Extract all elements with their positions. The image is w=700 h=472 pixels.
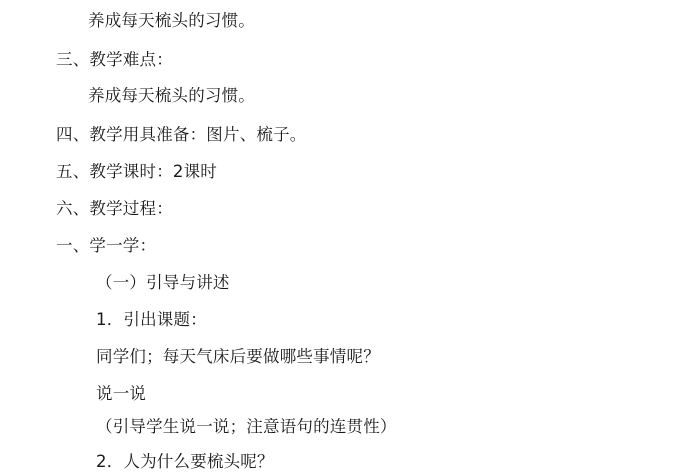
document-line <box>0 49 700 70</box>
document-line-text: 说一说 <box>96 384 147 403</box>
document-line <box>0 124 700 145</box>
document-line <box>0 451 700 472</box>
document-line <box>0 198 700 219</box>
document-line-text: （一）引导与讲述 <box>96 273 230 292</box>
document-line-text: （引导学生说一说；注意语句的连贯性） <box>96 417 397 436</box>
document-line-text: 养成每天梳头的习惯。 <box>88 86 255 105</box>
document-line <box>0 10 700 31</box>
document-line <box>0 346 700 367</box>
document-line-text: 五、教学课时：2课时 <box>56 162 217 181</box>
document-line-text: 2．人为什么要梳头呢？ <box>96 452 274 471</box>
document-line-text: 四、教学用具准备：图片、梳子。 <box>56 125 307 144</box>
document-line-text: 一、学一学： <box>56 236 157 255</box>
document-line-text: 六、教学过程： <box>56 199 173 218</box>
document-line <box>0 416 700 437</box>
document-line-text: 养成每天梳头的习惯。 <box>88 11 255 30</box>
document-line-text: 同学们；每天气床后要做哪些事情呢？ <box>96 347 380 366</box>
document-line <box>0 309 700 330</box>
document-line-text: 三、教学难点： <box>56 50 173 69</box>
document-line-text: 1．引出课题： <box>96 310 207 329</box>
document-line <box>0 272 700 293</box>
document-line <box>0 85 700 106</box>
document-line <box>0 235 700 256</box>
document-line <box>0 383 700 404</box>
document-line <box>0 161 700 182</box>
